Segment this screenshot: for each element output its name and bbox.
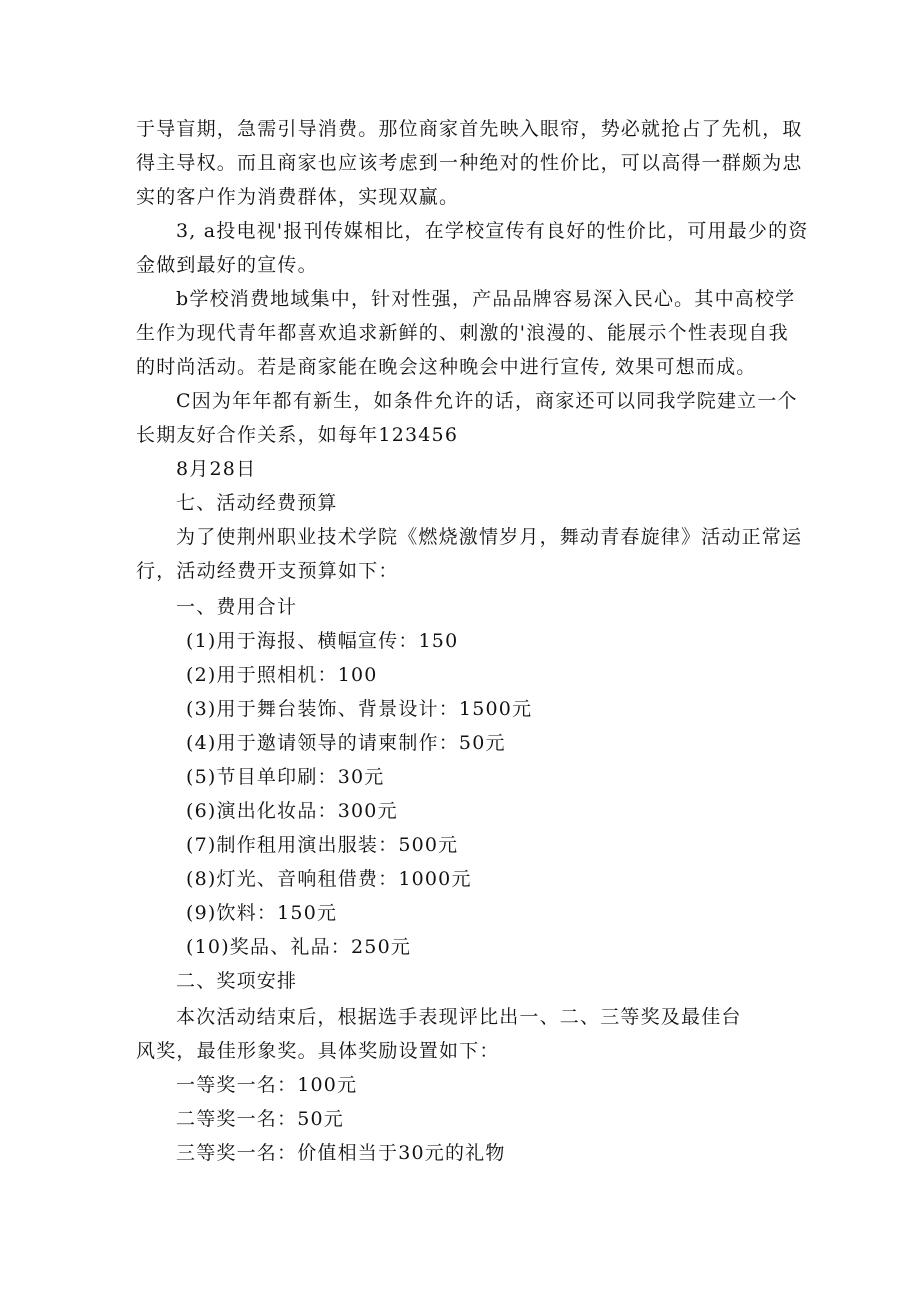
cost-item: (8)灯光、音响租借费：1000元 [186,868,472,890]
date-line: 8月28日 [176,458,257,480]
point-b-line: b学校消费地域集中，针对性强，产品品牌容易深入民心。其中高校学 [176,288,796,310]
award-item: 二等奖一名：50元 [176,1108,344,1130]
point-b-line: 生作为现代青年都喜欢追求新鲜的、刺激的'浪漫的、能展示个性表现自我 [136,322,789,344]
cost-item: (10)奖品、礼品：250元 [186,936,412,958]
award-item: 三等奖一名：价值相当于30元的礼物 [176,1142,506,1164]
award-intro-line: 风奖，最佳形象奖。具体奖励设置如下： [136,1040,500,1062]
intro-line: 实的客户作为消费群体，实现双赢。 [136,186,460,208]
cost-item: (2)用于照相机：100 [186,664,378,686]
intro-line: 于导盲期，急需引导消费。那位商家首先映入眼帘，势必就抢占了先机，取 [136,118,803,140]
cost-item: (9)饮料：150元 [186,902,338,924]
award-item: 一等奖一名：100元 [176,1074,358,1096]
cost-item: (7)制作租用演出服装：500元 [186,834,459,856]
point-c-line: 长期友好合作关系，如每年123456 [136,424,459,446]
section-seven-title: 七、活动经费预算 [176,492,338,514]
cost-item: (5)节目单印刷：30元 [186,766,385,788]
award-intro-line: 本次活动结束后，根据选手表现评比出一、二、三等奖及最佳台 [176,1006,742,1028]
cost-item: (6)演出化妆品：300元 [186,800,398,822]
cost-heading: 一、费用合计 [176,596,298,618]
cost-item: (1)用于海报、横幅宣传：150 [186,630,459,652]
intro-line: 得主导权。而且商家也应该考虑到一种绝对的性价比，可以高得一群颇为忠 [136,152,803,174]
cost-item: (3)用于舞台装饰、背景设计：1500元 [186,698,533,720]
cost-item: (4)用于邀请领导的请柬制作：50元 [186,732,506,754]
award-heading: 二、奖项安排 [176,970,298,992]
point-a-line: 金做到最好的宣传。 [136,254,318,276]
point-b-line: 的时尚活动。若是商家能在晚会这种晚会中进行宣传, 效果可想而成。 [136,356,757,378]
budget-intro-line: 为了使荆州职业技术学院《燃烧激情岁月，舞动青春旋律》活动正常运 [176,526,803,548]
point-a-line: 3, a投电视'报刊传媒相比，在学校宣传有良好的性价比，可用最少的资 [176,220,809,242]
budget-intro-line: 行，活动经费开支预算如下： [136,560,399,582]
point-c-line: C因为年年都有新生，如条件允许的话，商家还可以同我学院建立一个 [176,390,798,412]
